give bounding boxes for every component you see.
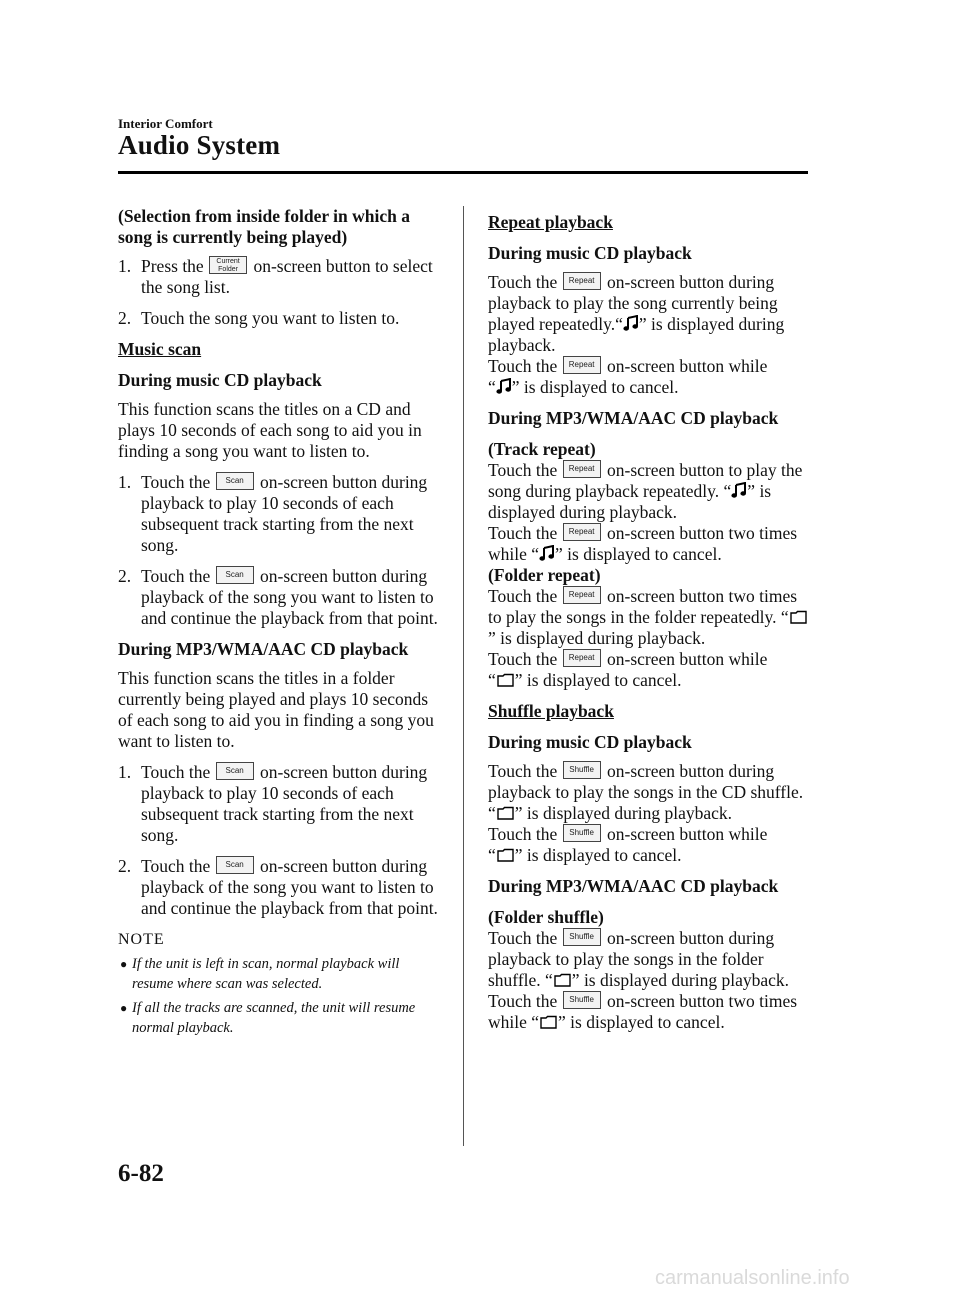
mp3-playback-heading: During MP3/WMA/AAC CD playback (488, 408, 779, 428)
folder-icon (540, 1015, 557, 1029)
text: on-screen button during playback to play the songs in the folder shuffle. “ (488, 928, 775, 990)
step-text: Touch the (141, 762, 211, 782)
step-number: 2. (118, 856, 132, 876)
left-column (118, 206, 440, 1038)
shuffle-button-icon: Shuffle (563, 928, 601, 946)
text: on-screen button while (607, 649, 768, 669)
text: Touch the (488, 991, 558, 1011)
text: ” is displayed during playback. (571, 970, 790, 990)
text: on-screen button two times while “ (488, 991, 798, 1032)
note-title: NOTE (118, 931, 165, 948)
page-number: 6-82 (118, 1160, 164, 1187)
folder-repeat-heading: (Folder repeat) (488, 565, 601, 585)
cd-playback-heading: During music CD playback (488, 243, 692, 263)
text: on-screen button while (607, 824, 768, 844)
step-text: Touch the (141, 856, 211, 876)
folder-icon (497, 806, 514, 820)
repeat-button-icon: Repeat (563, 523, 601, 541)
text: on-screen button two times to play the songs in the folder repeatedly. “ (488, 586, 798, 627)
text: ” is displayed during playback. (514, 803, 733, 823)
folder-shuffle-paragraph (488, 928, 808, 1033)
repeat-button-icon: Repeat (563, 272, 601, 290)
folder-icon (497, 673, 514, 687)
list-item (118, 256, 440, 298)
text: Touch the (488, 586, 558, 606)
step-number: 2. (118, 566, 132, 586)
music-note-icon (539, 545, 555, 562)
shuffle-button-icon: Shuffle (563, 761, 601, 779)
text: Touch the (488, 356, 558, 376)
step-text: on-screen button during playback to play 10 seconds of each subsequent track starting from the next song. (141, 762, 428, 845)
text: ” is displayed during playback. (488, 481, 772, 522)
scan-button-icon: Scan (216, 472, 254, 490)
text: “ (488, 377, 496, 397)
text: Touch the (488, 272, 558, 292)
step-text: on-screen button during playback to play 10 seconds of each subsequent track starting from the next song. (141, 472, 428, 555)
mp3-playback-heading: During MP3/WMA/AAC CD playback (118, 639, 409, 659)
text: “ (488, 670, 496, 690)
list-item (118, 762, 440, 846)
shuffle-button-icon: Shuffle (563, 824, 601, 842)
step-text: on-screen button during playback of the song you want to listen to and continue the playback from that point. (141, 856, 438, 918)
step-text: Touch the (141, 472, 211, 492)
text: on-screen button during playback to play the song currently being played repeatedly.“ (488, 272, 778, 334)
text: on-screen button two times while “ (488, 523, 798, 564)
step-text: on-screen button to select the song list. (141, 256, 433, 297)
scan-button-icon: Scan (216, 856, 254, 874)
list-item (118, 566, 440, 629)
list-item (118, 856, 440, 919)
text: Touch the (488, 928, 558, 948)
folder-shuffle-heading: (Folder shuffle) (488, 907, 604, 927)
text: Touch the (488, 824, 558, 844)
step-text: on-screen button during playback of the song you want to listen to and continue the playback from that point. (141, 566, 438, 628)
subheading-folder-selection: (Selection from inside folder in which a song is currently being played) (118, 206, 410, 247)
text: “ (488, 845, 496, 865)
text: Touch the (488, 649, 558, 669)
cd-scan-description: This function scans the titles on a CD and plays 10 seconds of each song to aid you in finding a song you want to listen to. (118, 399, 422, 461)
bullet-icon: ● (120, 1001, 128, 1015)
music-note-icon (496, 378, 512, 395)
mp3-scan-description: This function scans the titles in a folder currently being played and plays 10 seconds of each song to aid you in finding a song you want to listen to. (118, 668, 434, 751)
note-text: If all the tracks are scanned, the unit will resume normal playback. (132, 1000, 416, 1036)
text: on-screen button while (607, 356, 768, 376)
track-repeat-heading: (Track repeat) (488, 439, 596, 459)
section-label: Interior Comfort (118, 116, 213, 131)
watermark: carmanualsonline.info (655, 1267, 850, 1289)
cd-playback-heading: During music CD playback (118, 370, 322, 390)
right-column (488, 206, 808, 1033)
list-item (118, 308, 440, 329)
header-rule (118, 171, 808, 174)
step-number: 2. (118, 308, 132, 328)
repeat-cd-paragraph (488, 272, 808, 398)
list-item (118, 472, 440, 556)
step-number: 1. (118, 762, 132, 782)
text: ” is displayed to cancel. (555, 544, 722, 564)
text: Touch the (488, 523, 558, 543)
column-divider (463, 206, 464, 1146)
text: ” is displayed to cancel. (511, 377, 679, 397)
note-item (118, 954, 440, 994)
repeat-button-icon: Repeat (563, 586, 601, 604)
bullet-icon: ● (120, 957, 128, 971)
folder-icon (790, 610, 807, 624)
music-scan-title: Music scan (118, 339, 202, 359)
text: Touch the (488, 460, 558, 480)
scan-button-icon: Scan (216, 762, 254, 780)
music-note-icon (731, 482, 747, 499)
text: on-screen button to play the song during playback repeatedly. “ (488, 460, 803, 501)
text: ” is displayed during playback. (488, 314, 785, 355)
scan-button-icon: Scan (216, 566, 254, 584)
shuffle-button-icon: Shuffle (563, 991, 601, 1009)
page-title: Audio System (118, 130, 281, 160)
step-number: 1. (118, 472, 132, 492)
folder-icon (497, 848, 514, 862)
current-folder-button-icon: Current Folder (209, 256, 247, 274)
text: ” is displayed to cancel. (514, 845, 682, 865)
repeat-button-icon: Repeat (563, 460, 601, 478)
repeat-button-icon: Repeat (563, 356, 601, 374)
text: ” is displayed to cancel. (514, 670, 682, 690)
note-text: If the unit is left in scan, normal playback will resume where scan was selected. (132, 956, 400, 992)
shuffle-playback-title: Shuffle playback (488, 701, 614, 721)
cd-playback-heading: During music CD playback (488, 732, 692, 752)
text: Touch the (488, 761, 558, 781)
step-text: Press the (141, 256, 204, 276)
step-text: Touch the (141, 566, 211, 586)
step-number: 1. (118, 256, 132, 276)
text: ” is displayed during playback. (488, 628, 706, 648)
text: on-screen button during playback to play the songs in the CD shuffle. “ (488, 761, 804, 823)
shuffle-cd-paragraph (488, 761, 808, 866)
step-text: Touch the song you want to listen to. (141, 308, 400, 328)
folder-icon (554, 973, 571, 987)
track-repeat-paragraph (488, 460, 808, 565)
note-item (118, 998, 440, 1038)
music-note-icon (623, 315, 639, 332)
folder-repeat-paragraph (488, 586, 808, 691)
mp3-playback-heading: During MP3/WMA/AAC CD playback (488, 876, 779, 896)
repeat-button-icon: Repeat (563, 649, 601, 667)
text: ” is displayed to cancel. (558, 1012, 725, 1032)
repeat-playback-title: Repeat playback (488, 212, 613, 232)
